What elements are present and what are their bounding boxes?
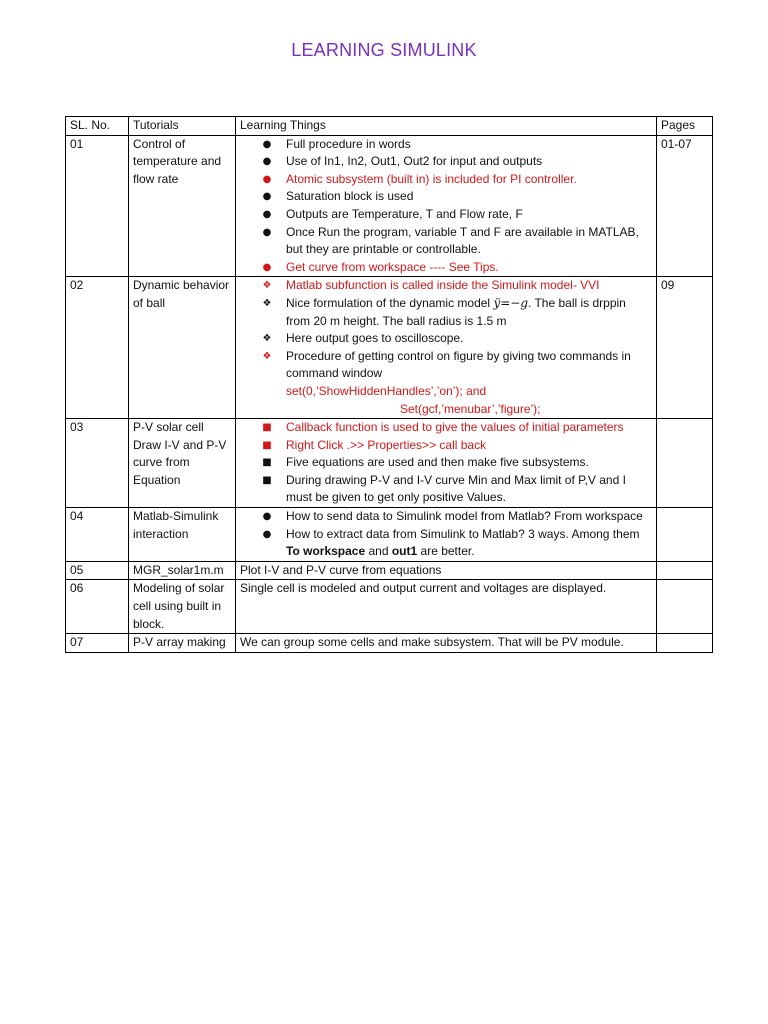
diamond-bullet-icon: ❖ xyxy=(262,333,272,345)
diamond-bullet-icon: ❖ xyxy=(262,350,272,362)
learning-cell xyxy=(236,135,657,277)
sl-no-cell: 05 xyxy=(66,561,129,580)
page-title: LEARNING SIMULINK xyxy=(291,40,477,60)
header-tutorials: Tutorials xyxy=(129,117,236,136)
pages-cell: 09 xyxy=(657,277,713,419)
header-learning-things: Learning Things xyxy=(236,117,657,136)
command-line: set(0,’ShowHiddenHandles’,’on’); and xyxy=(286,383,487,398)
table-row xyxy=(66,634,713,653)
list-item: ● Use of In1, In2, Out1, Out2 for input and outputs xyxy=(240,153,652,171)
sl-no-cell: 01 xyxy=(66,135,129,277)
square-bullet-icon: ■ xyxy=(262,439,272,451)
learning-cell xyxy=(236,419,657,508)
bullet-icon: ● xyxy=(262,261,272,273)
list-item: ● Outputs are Temperature, T and Flow rate, F xyxy=(240,206,652,224)
bullet-icon: ● xyxy=(262,191,272,203)
list-item: ■ Right Click .>> Properties>> call back xyxy=(240,437,652,455)
tutorial-cell: MGR_solar1m.m xyxy=(129,561,236,580)
header-sl-no: SL. No. xyxy=(66,117,129,136)
learning-cell xyxy=(236,508,657,562)
table-row xyxy=(66,135,713,277)
square-bullet-icon: ■ xyxy=(262,422,272,434)
list-item: ■ Callback function is used to give the values of initial parameters xyxy=(240,419,652,437)
pages-cell xyxy=(657,419,713,508)
bullet-icon: ● xyxy=(262,511,272,523)
bullet-icon: ● xyxy=(262,208,272,220)
list-item: ● How to send data to Simulink model from Matlab? From workspace xyxy=(240,508,652,526)
command-line: Set(gcf,’menubar’,’figure’); xyxy=(400,401,541,416)
tutorial-cell: Matlab-Simulink interaction xyxy=(129,508,236,562)
sl-no-cell: 03 xyxy=(66,419,129,508)
learning-cell: We can group some cells and make subsystem. That will be PV module. xyxy=(236,634,657,653)
learning-cell: Plot I-V and P-V curve from equations xyxy=(236,561,657,580)
pages-cell xyxy=(657,561,713,580)
pages-cell xyxy=(657,580,713,634)
list-item: ■ During drawing P-V and I-V curve Min and Max limit of P,V and I must be given to get only positive Values. xyxy=(240,472,652,507)
square-bullet-icon: ■ xyxy=(262,474,272,486)
bullet-icon: ● xyxy=(262,156,272,168)
list-item: ● Get curve from workspace ---- See Tips. xyxy=(240,259,652,277)
diamond-bullet-icon: ❖ xyxy=(262,297,272,309)
bullet-icon: ● xyxy=(262,138,272,150)
list-item: ● Saturation block is used xyxy=(240,188,652,206)
bullet-icon: ● xyxy=(262,173,272,185)
list-item: ● Full procedure in words xyxy=(240,136,652,154)
pages-cell: 01-07 xyxy=(657,135,713,277)
pages-cell xyxy=(657,508,713,562)
list-item: ■ Five equations are used and then make five subsystems. xyxy=(240,454,652,472)
learning-cell: Single cell is modeled and output current and voltages are displayed. xyxy=(236,580,657,634)
tutorial-cell: P-V solar cell Draw I-V and P-V curve from Equation xyxy=(129,419,236,508)
tutorial-cell: P-V array making xyxy=(129,634,236,653)
tutorial-table xyxy=(65,116,713,653)
table-row xyxy=(66,508,713,562)
table-row xyxy=(66,561,713,580)
list-item: ❖ Here output goes to oscilloscope. xyxy=(240,330,652,348)
header-pages: Pages xyxy=(657,117,713,136)
tutorial-cell: Modeling of solar cell using built in block. xyxy=(129,580,236,634)
square-bullet-icon: ■ xyxy=(262,457,272,469)
list-item: ● Once Run the program, variable T and F are available in MATLAB, but they are printable or controllable. xyxy=(240,224,652,259)
tutorial-cell: Control of temperature and flow rate xyxy=(129,135,236,277)
list-item: ● How to extract data from Simulink to Matlab? 3 ways. Among them To workspace and out1 are better. xyxy=(240,526,652,561)
list-item: ● Atomic subsystem (built in) is included for PI controller. xyxy=(240,171,652,189)
table-row xyxy=(66,419,713,508)
list-item: ❖ Nice formulation of the dynamic model ÿ=−g. The ball is drppin from 20 m height. The ball radius is 1.5 m xyxy=(240,295,652,330)
pages-cell xyxy=(657,634,713,653)
table-row xyxy=(66,580,713,634)
learning-cell xyxy=(236,277,657,419)
sl-no-cell: 04 xyxy=(66,508,129,562)
sl-no-cell: 02 xyxy=(66,277,129,419)
list-item: ❖ Procedure of getting control on figure by giving two commands in command window xyxy=(240,348,652,383)
table-row xyxy=(66,277,713,419)
diamond-bullet-icon: ❖ xyxy=(262,280,272,292)
list-item: ❖ Matlab subfunction is called inside the Simulink model- VVI xyxy=(240,277,652,295)
header-row xyxy=(66,117,713,136)
tutorial-cell: Dynamic behavior of ball xyxy=(129,277,236,419)
sl-no-cell: 07 xyxy=(66,634,129,653)
bullet-icon: ● xyxy=(262,226,272,238)
bullet-icon: ● xyxy=(262,528,272,540)
sl-no-cell: 06 xyxy=(66,580,129,634)
equation: ÿ=−g xyxy=(493,295,529,310)
